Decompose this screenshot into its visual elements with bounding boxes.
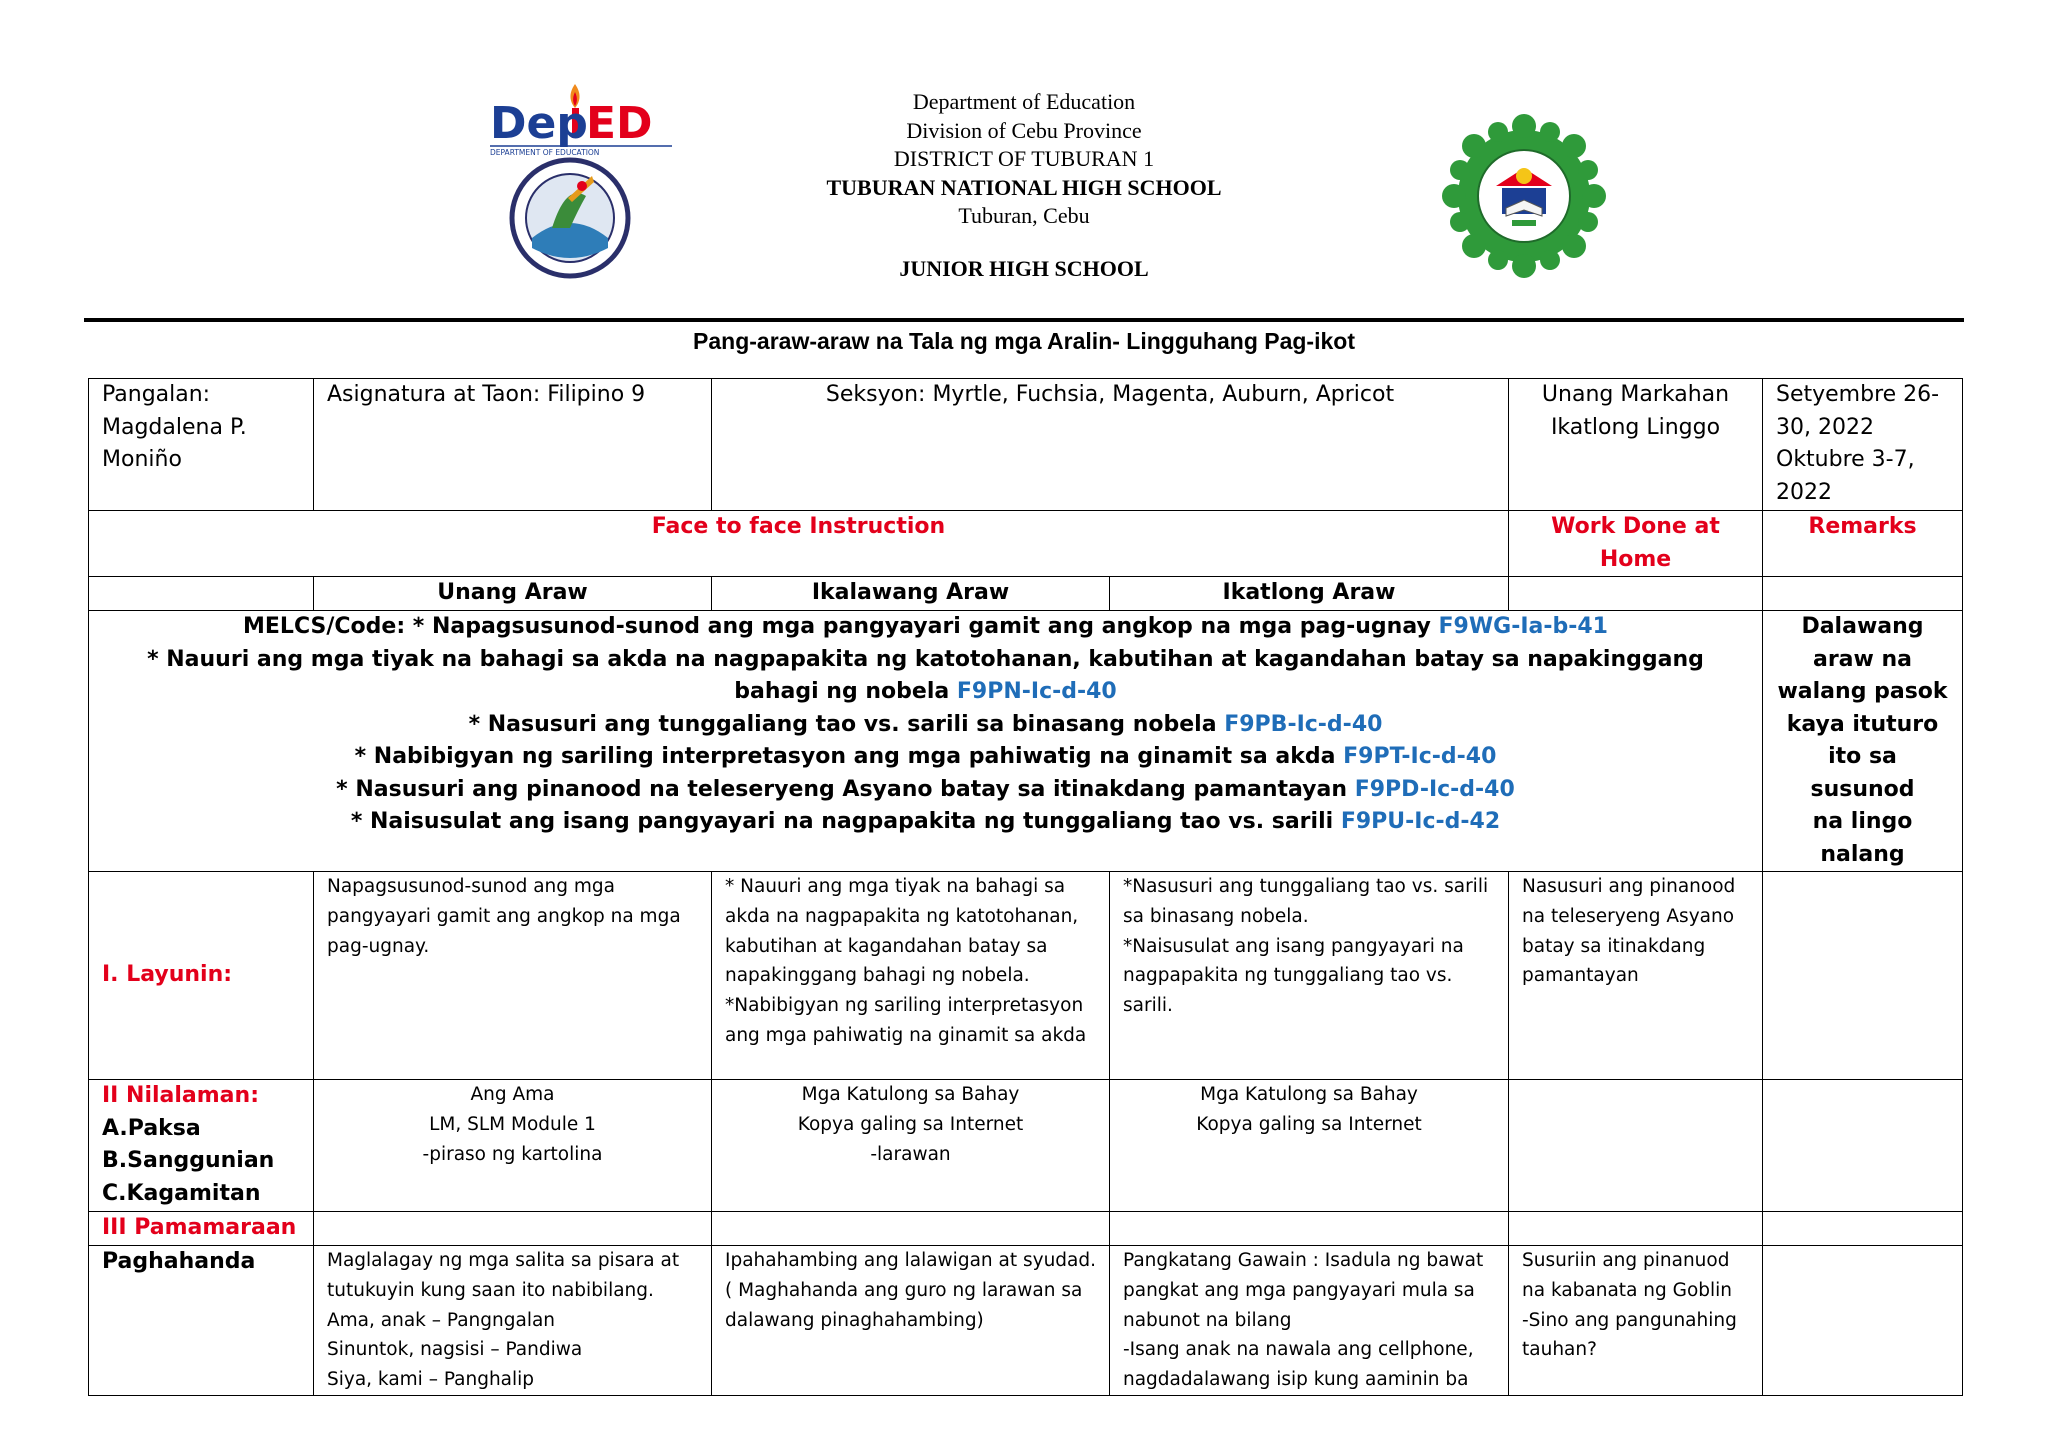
school-seal-logo: [1440, 112, 1608, 280]
paghahanda-day3: Pangkatang Gawain : Isadula ng bawat pangkat ang mga pangyayari mula sa nabunot na bilang -Isang anak na nawala ang cellphone, nagdadalawang isip kung aaminin ba: [1110, 1246, 1509, 1396]
melcs-cell: [89, 611, 1763, 872]
nilalaman-day3: Mga Katulong sa Bahay Kopya galing sa Internet: [1110, 1080, 1509, 1212]
nilalaman-label-cell: [89, 1080, 314, 1212]
teacher-name: Pangalan: Magdalena P. Moniño: [89, 379, 314, 511]
pamamaraan-day1: [314, 1212, 712, 1246]
melc-item: * Nasusuri ang pinanood na teleseryeng Asyano batay sa itinakdang pamantayan F9PD-Ic-d-40: [336, 776, 1515, 802]
date-range: Setyembre 26- 30, 2022 Oktubre 3-7, 2022: [1763, 379, 1963, 511]
paghahanda-home: Susuriin ang pinanuod na kabanata ng Goblin -Sino ang pangunahing tauhan?: [1509, 1246, 1763, 1396]
melc-code: F9WG-Ia-b-41: [1438, 614, 1608, 639]
day-header-empty: [89, 577, 314, 611]
remarks-header-empty: [1763, 577, 1963, 611]
paghahanda-remarks: [1763, 1246, 1963, 1396]
melc-code: F9PB-Ic-d-40: [1224, 711, 1383, 737]
work-at-home-header: Work Done at Home: [1509, 511, 1763, 577]
document-title: Pang-araw-araw na Tala ng mga Aralin- Lingguhang Pag-ikot: [693, 328, 1355, 354]
quarter-week: Unang Markahan Ikatlong Linggo: [1509, 379, 1763, 511]
school-seal-graphic: [1440, 112, 1608, 280]
layunin-row: [89, 872, 1963, 1080]
day2-header: Ikalawang Araw: [712, 577, 1110, 611]
school-identity: [724, 88, 1324, 231]
nilalaman-day1: Ang Ama LM, SLM Module 1 -piraso ng kartolina: [314, 1080, 712, 1212]
svg-text:DEPARTMENT OF EDUCATION: DEPARTMENT OF EDUCATION: [490, 148, 600, 157]
sections: Seksyon: Myrtle, Fuchsia, Magenta, Auburn, Apricot: [712, 379, 1509, 511]
nilalaman-day2: Mga Katulong sa Bahay Kopya galing sa Internet -larawan: [712, 1080, 1110, 1212]
melcs-remark: Dalawang araw na walang pasok kaya ituturo ito sa susunod na lingo nalang: [1763, 611, 1963, 872]
pamamaraan-row: [89, 1212, 1963, 1246]
melc-item: * Nabibigyan ng sariling interpretasyon ang mga pahiwatig na ginamit sa akda F9PT-Ic-d-40: [354, 744, 1497, 769]
melc-code: F9PT-Ic-d-40: [1343, 744, 1497, 769]
header-line-address: Tuburan, Cebu: [958, 203, 1090, 228]
melc-item: * Nauuri ang mga tiyak na bahagi sa akda na nagpapakita ng katotohanan, kabutihan at kagandahan batay sa napakinggang bahagi ng nobela F9PN-Ic-d-40: [147, 646, 1704, 704]
mode-header-row: [89, 511, 1963, 577]
header-line-division: Division of Cebu Province: [906, 117, 1142, 143]
day1-header: Unang Araw: [314, 577, 712, 611]
layunin-remarks: [1763, 872, 1963, 1080]
paghahanda-row: [89, 1246, 1963, 1396]
pamamaraan-day3: [1110, 1212, 1509, 1246]
melc-item: * Nasusuri ang tunggaliang tao vs. sarili sa binasang nobela F9PB-Ic-d-40: [468, 711, 1383, 737]
melc-item: * Naisusulat ang isang pangyayari na nagpapakita ng tunggaliang tao vs. sarili F9PU-Ic-d-42: [350, 809, 1501, 834]
nilalaman-row: [89, 1080, 1963, 1212]
nilalaman-label: II Nilalaman:: [102, 1083, 259, 1108]
pamamaraan-home: [1509, 1212, 1763, 1246]
melcs-row: [89, 611, 1963, 872]
deped-logo-graphic: [482, 78, 692, 288]
layunin-day2: * Nauuri ang mga tiyak na bahagi sa akda na nagpapakita ng katotohanan, kabutihan at kagandahan batay sa napakinggang bahagi ng nobela. *Nabibigyan ng sariling interpretasyon ang mga pahiwatig na ginamit sa akda: [712, 872, 1110, 1080]
melc-code: F9PD-Ic-d-40: [1354, 776, 1515, 802]
subject-year: Asignatura at Taon: Filipino 9: [314, 379, 712, 511]
layunin-day1: Napagsusunod-sunod ang mga pangyayari gamit ang angkop na mga pag-ugnay.: [314, 872, 712, 1080]
melc-code: F9PN-Ic-d-40: [956, 679, 1117, 704]
day-header-row: [89, 577, 1963, 611]
layunin-label: I. Layunin:: [89, 872, 314, 1080]
school-level: JUNIOR HIGH SCHOOL: [899, 256, 1149, 281]
document-header: [0, 0, 2048, 300]
layunin-day3: *Nasusuri ang tunggaliang tao vs. sarili sa binasang nobela. *Naisusulat ang isang pangyayari na nagpapakita ng tunggaliang tao vs. sarili.: [1110, 872, 1509, 1080]
header-line-school: TUBURAN NATIONAL HIGH SCHOOL: [826, 174, 1222, 200]
paghahanda-day2: Ipahahambing ang lalawigan at syudad. ( Maghahanda ang guro ng larawan sa dalawang pinaghahambing): [712, 1246, 1110, 1396]
header-divider: [84, 318, 1964, 322]
info-row: [89, 379, 1963, 511]
pamamaraan-label: III Pamamaraan: [89, 1212, 314, 1246]
nilalaman-remarks: [1763, 1080, 1963, 1212]
home-header-empty: [1509, 577, 1763, 611]
header-line-department: Department of Education: [912, 89, 1136, 114]
nilalaman-home: [1509, 1080, 1763, 1212]
remarks-header: Remarks: [1763, 511, 1963, 577]
svg-text:ED: ED: [586, 98, 653, 149]
melc-item: MELCS/Code: * Napagsusunod-sunod ang mga pangyayari gamit ang angkop na mga pag-ugnay F9WG-Ia-b-41: [243, 614, 1608, 639]
layunin-home: Nasusuri ang pinanood na teleseryeng Asyano batay sa itinakdang pamantayan: [1509, 872, 1763, 1080]
pamamaraan-remarks: [1763, 1212, 1963, 1246]
paghahanda-day1: Maglalagay ng mga salita sa pisara at tutukuyin kung saan ito nabibilang. Ama, anak – Pangngalan Sinuntok, nagsisi – Pandiwa Siya, kami – Panghalip: [314, 1246, 712, 1396]
deped-logo: [482, 78, 692, 288]
melc-code: F9PU-Ic-d-42: [1340, 809, 1501, 834]
day3-header: Ikatlong Araw: [1110, 577, 1509, 611]
nilalaman-sublabels: A.Paksa B.Sanggunian C.Kagamitan: [102, 1115, 275, 1206]
svg-text:Dep: Dep: [490, 98, 588, 149]
face-to-face-header: Face to face Instruction: [89, 511, 1509, 577]
pamamaraan-day2: [712, 1212, 1110, 1246]
header-line-district: DISTRICT OF TUBURAN 1: [893, 146, 1155, 171]
lesson-plan-table: [88, 378, 1963, 1396]
paghahanda-label: Paghahanda: [89, 1246, 314, 1396]
